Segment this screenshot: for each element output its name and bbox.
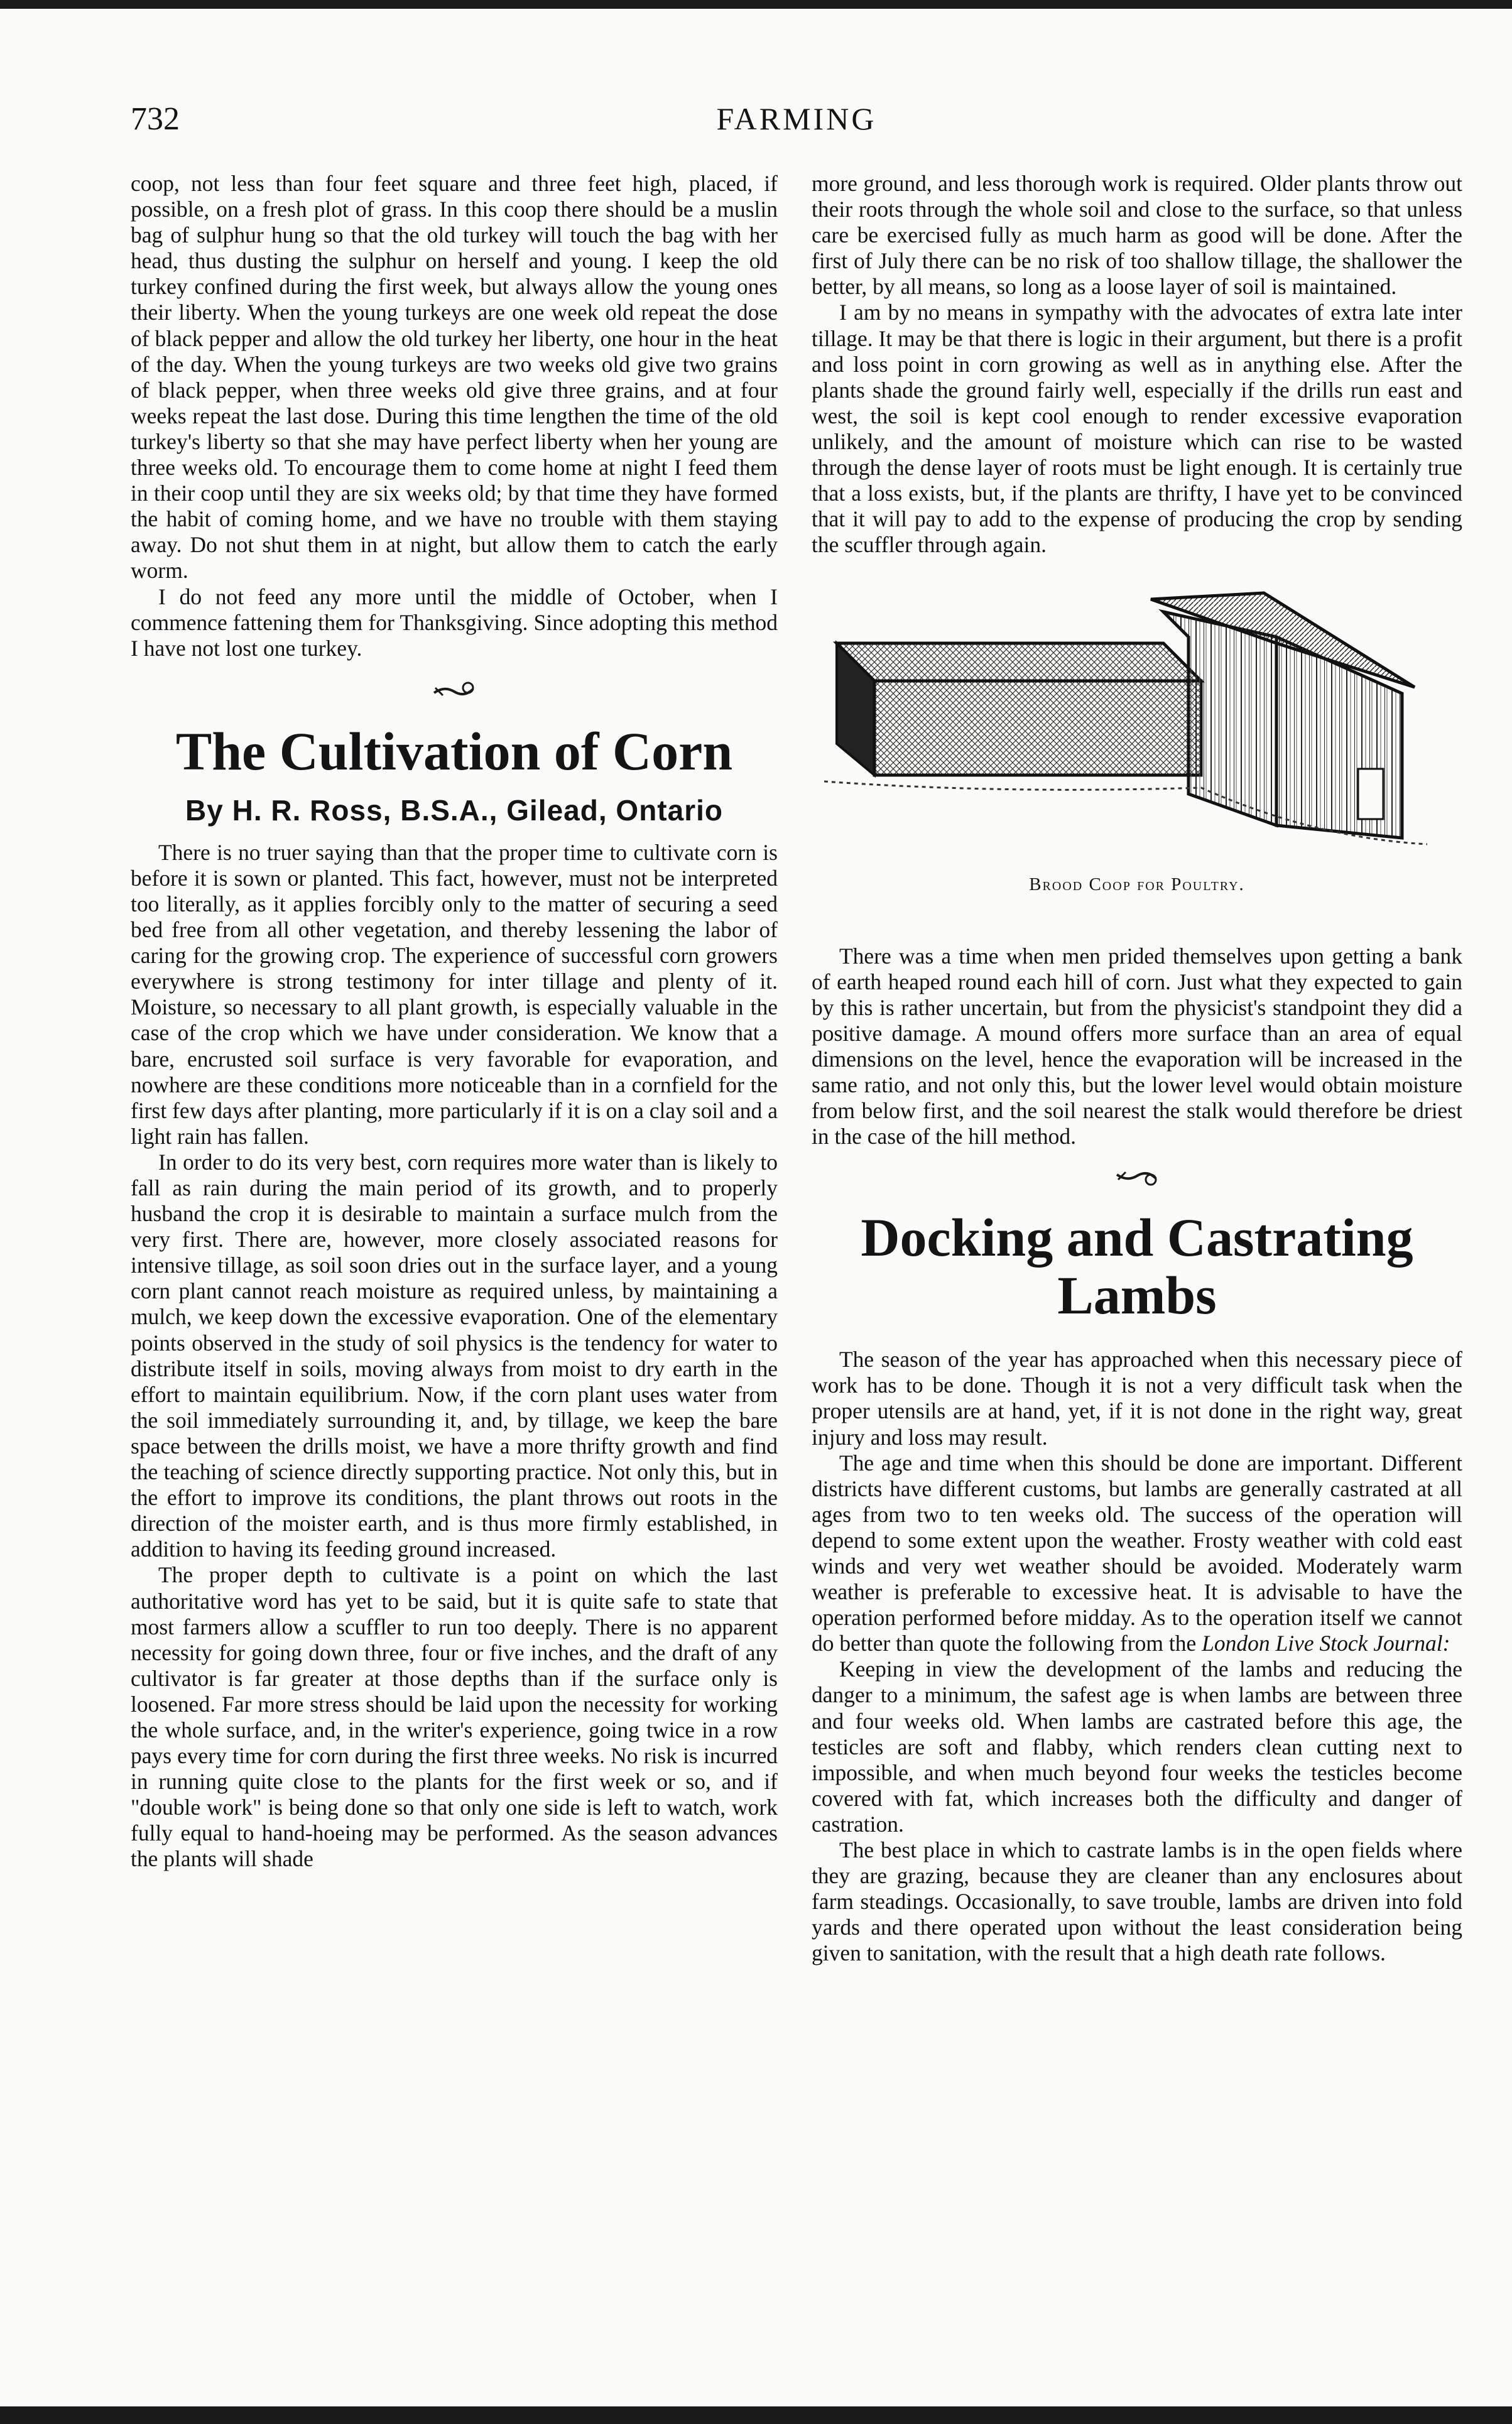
ornament-icon [429, 677, 479, 702]
body-paragraph: There is no truer saying than that the proper time to cultivate corn is before it is sown or planted. This fact, however, must not be interpreted too literally, as it applies forcibly only to the matter of securing a seed bed free from all other vegetation, and thereby lessening the labor of caring for the growing crop. The experience of successful corn growers everywhere is strong testimony for inter tillage and plenty of it. Moisture, so necessary to all plant growth, is especially valuable in the case of the crop which we have under consideration. We know that a bare, encrusted soil surface is very favorable for evaporation, and nowhere are these conditions more noticeable than in a cornfield for the first few days after planting, more particularly if it is on a clay soil and a light rain has fallen. [131, 839, 778, 1149]
body-paragraph: There was a time when men prided themselves upon getting a bank of earth heaped round each hill of corn. Just what they expected to gain by this is rather uncertain, but from the physicist's standpoint they did a positive damage. A mound offers more surface than an area of equal dimensions on the level, hence the evaporation will be increased in the same ratio, and not only this, but the lower level would obtain moisture from below first, and the soil nearest the stalk would therefore be driest in the case of the hill method. [812, 943, 1462, 1149]
article-title-line: Docking and Castrating [861, 1207, 1413, 1268]
article-title [812, 1209, 1462, 1324]
page-number: 732 [131, 101, 180, 137]
quoted-source: London Live Stock Journal: [1202, 1631, 1450, 1656]
body-paragraph: more ground, and less thorough work is required. Older plants throw out their roots through the whole soil and close to the surface, so that unless care be exercised fully as much harm as good will be done. After the first of July there can be no risk of too shallow tillage, the shallower the better, by all means, so long as a loose layer of soil is maintained. [812, 171, 1462, 300]
body-paragraph: The season of the year has approached when this necessary piece of work has to be done. Though it is not a very difficult task when the proper utensils are at hand, yet, if it is not done in the right way, great injury and loss may result. [812, 1347, 1462, 1450]
body-paragraph: The best place in which to castrate lambs is in the open fields where they are grazing, because they are cleaner than any enclosures about farm steadings. Occasionally, to save trouble, lambs are driven into fold yards and there operated upon without the least consideration being given to sanitation, with the result that a high death rate follows. [812, 1837, 1462, 1966]
article-title: The Cultivation of Corn [175, 720, 733, 781]
ornament-icon [1112, 1165, 1162, 1190]
body-paragraph [812, 1450, 1462, 1657]
body-paragraph: Keeping in view the development of the lambs and reducing the danger to a minimum, the safest age is when lambs are between three and four weeks old. When lambs are castrated before this age, the testicles are soft and flabby, which renders clean cutting next to impossible, and when much beyond four weeks the testicles become covered with fat, which increases both the difficulty and danger of castration. [812, 1656, 1462, 1837]
article-byline: By H. R. Ross, B.S.A., Gilead, Ontario [185, 793, 723, 827]
left-column [131, 171, 778, 1872]
brood-coop-drawing [812, 587, 1462, 863]
section-divider-ornament [131, 670, 778, 714]
page-header [131, 101, 1462, 144]
brood-coop-illustration [812, 587, 1462, 863]
article-title-line: Lambs [1057, 1265, 1217, 1326]
right-column [812, 171, 1462, 1967]
bottom-border-rule [0, 2406, 1512, 2424]
body-paragraph: I am by no means in sympathy with the advocates of extra late inter tillage. It may be that there is logic in their argument, but there is a profit and loss point in corn growing as well as in anything else. After the plants shade the ground fairly well, especially if the drills run east and west, the soil is kept cool enough to render excessive evaporation unlikely, and the amount of moisture which can rise to be wasted through the dense layer of roots must be light enough. It is certainly true that a loss exists, but, if the plants are thrifty, I have yet to be convinced that it will pay to add to the expense of producing the crop by sending the scuffler through again. [812, 300, 1462, 558]
body-paragraph: I do not feed any more until the middle of October, when I commence fattening them for Thanksgiving. Since adopting this method I have not lost one turkey. [131, 584, 778, 661]
paragraph-text: The age and time when this should be done are important. Different districts have different customs, but lambs are generally castrated at all ages from two to ten weeks old. The success of the operation will depend to some extent upon the weather. Frosty weather with cold east winds and very wet weather should be avoided. Moderately warm weather is preferable to excessive heat. It is advisable to have the operation performed before midday. As to the operation itself we cannot do better than quote the following from the [812, 1450, 1462, 1656]
figure-caption: Brood Coop for Poultry. [1029, 874, 1245, 895]
body-paragraph: The proper depth to cultivate is a point on which the last authoritative word has yet to be said, but it is quite safe to state that most farmers allow a scuffler to run too deeply. There is no apparent necessity for going down three, four or five inches, and the draft of any cultivator is far greater at those depths than if the surface only is loosened. Far more stress should be laid upon the necessity for working the whole surface, and, in the writer's experience, going twice in a row pays every time for corn during the first three weeks. No risk is incurred in running quite close to the plants for the first week or so, and if "double work" is being done so that only one side is left to watch, work fully equal to hand-hoeing may be performed. As the season advances the plants will shade [131, 1562, 778, 1872]
section-divider-ornament [812, 1158, 1462, 1202]
body-paragraph: In order to do its very best, corn requires more water than is likely to fall as rain during the main period of its growth, and to properly husband the crop it is desirable to maintain a surface mulch from the very first. There are, however, more closely associated reasons for intensive tillage, as soil soon dries out in the surface layer, and a young corn plant cannot reach moisture as required unless, by maintaining a mulch, we keep down the excessive evaporation. One of the elementary points observed in the study of soil physics is the tendency for water to distribute itself in soils, moving always from moist to dry earth in the effort to maintain equilibrium. Now, if the corn plant uses water from the soil immediately surrounding it, and, by tillage, we keep the bare space between the drills moist, we have a more thrifty growth and find the teaching of science directly supporting practice. Not only this, but in the effort to improve its conditions, the plant throws out roots in the direction of the moister earth, and is thus more firmly established, in addition to having its feeding ground increased. [131, 1149, 778, 1562]
running-title: FARMING [716, 101, 877, 136]
body-paragraph: coop, not less than four feet square and three feet high, placed, if possible, on a fresh plot of grass. In this coop there should be a muslin bag of sulphur hung so that the old turkey will touch the bag with her head, thus dusting the sulphur on herself and young. I keep the old turkey confined during the first week, but always allow the young ones their liberty. When the young turkeys are one week old repeat the dose of black pepper and allow the old turkey her liberty, one hour in the heat of the day. When the young turkeys are two weeks old give two grains of black pepper, when three weeks old give three grains, and at four weeks repeat the last dose. During this time lengthen the time of the old turkey's liberty so that she may have perfect liberty when her young are three weeks old. To encourage them to come home at night I feed them in their coop until they are six weeks old; by that time they have formed the habit of coming home, and we have no trouble with them staying away. Do not shut them in at night, but allow them to catch the early worm. [131, 171, 778, 584]
top-border-rule [0, 0, 1512, 9]
